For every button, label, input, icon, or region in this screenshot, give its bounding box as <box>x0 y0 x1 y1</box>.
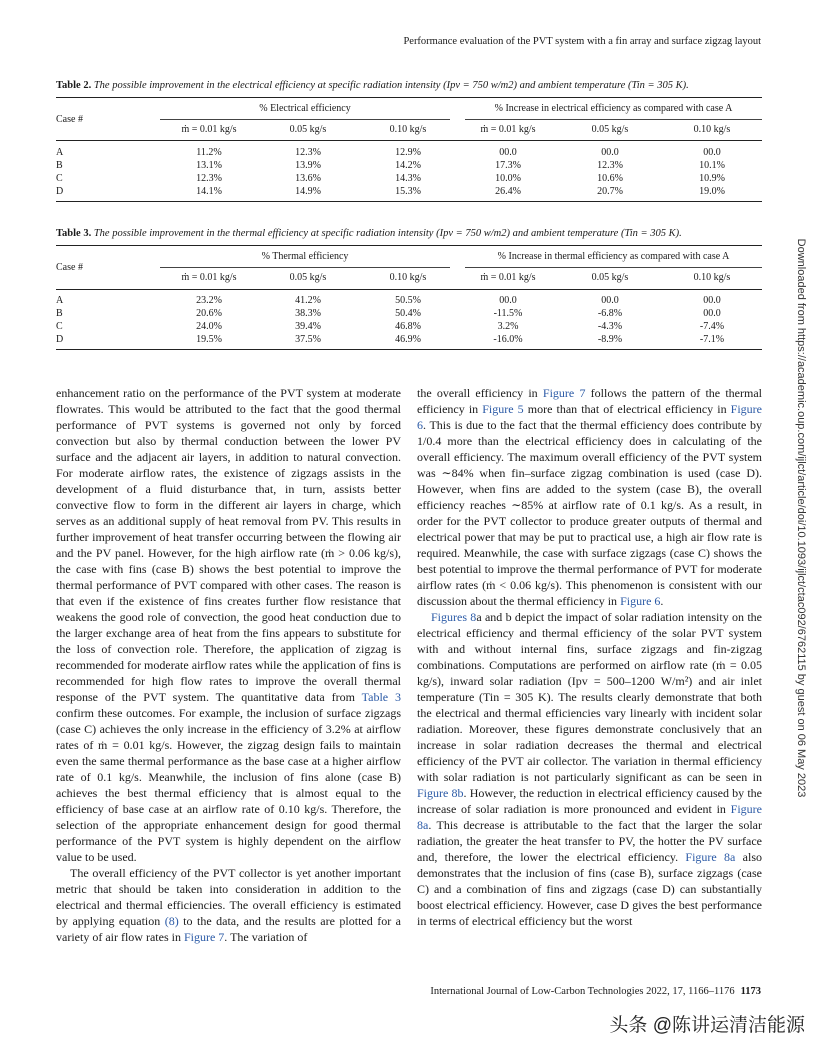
table2-sub: ṁ = 0.01 kg/s <box>181 124 237 135</box>
table3-sub: 0.10 kg/s <box>693 272 731 283</box>
table-cell: 19.0% <box>699 186 725 197</box>
table-cell: B <box>56 308 63 319</box>
table-row <box>56 146 762 159</box>
table-cell: 39.4% <box>295 321 321 332</box>
figure7-link[interactable]: Figure 7 <box>183 930 225 944</box>
table-cell: 10.1% <box>699 160 725 171</box>
table-cell: 00.0 <box>499 295 517 306</box>
table-row <box>56 333 762 346</box>
table3-group1-rule <box>160 267 450 268</box>
table-cell: 24.0% <box>196 321 222 332</box>
table-cell: -6.8% <box>597 308 623 319</box>
table-cell: 13.6% <box>295 173 321 184</box>
figure8a-link[interactable]: Figure 8a <box>417 802 762 832</box>
table-cell: -8.9% <box>597 334 623 345</box>
table2-label: Table 2. <box>56 80 92 91</box>
table-cell: 26.4% <box>495 186 521 197</box>
table3-caption-text: The possible improvement in the thermal efficiency at specific radiation intensity (Ipv = 750 w/m2) and ambient temperature (Tin = 305 K). <box>93 228 682 239</box>
right-column <box>417 385 762 929</box>
table-cell: 46.9% <box>395 334 421 345</box>
table-cell: D <box>56 334 64 345</box>
table3-sub: 0.05 kg/s <box>591 272 629 283</box>
table-cell: 46.8% <box>395 321 421 332</box>
table-cell: 15.3% <box>395 186 421 197</box>
table-cell: C <box>56 173 63 184</box>
table-cell: 17.3% <box>495 160 521 171</box>
table-row <box>56 185 762 198</box>
table-cell: 00.0 <box>703 147 721 158</box>
table-cell: 20.7% <box>597 186 623 197</box>
table3-caption <box>56 227 762 241</box>
page-number: 1173 <box>740 986 761 997</box>
table-cell: 00.0 <box>703 295 721 306</box>
table-cell: -16.0% <box>493 334 523 345</box>
table-cell: 12.9% <box>395 147 421 158</box>
table-row <box>56 172 762 185</box>
table2-caption <box>56 79 762 93</box>
journal-citation: International Journal of Low-Carbon Technologies 2022, 17, 1166–1176 <box>430 986 735 997</box>
table3-body <box>56 294 762 346</box>
table-cell: -7.4% <box>699 321 725 332</box>
table-cell: 50.5% <box>395 295 421 306</box>
table-cell: A <box>56 147 64 158</box>
download-notice <box>791 238 811 798</box>
table3-link[interactable]: Table 3 <box>361 690 401 704</box>
table-cell: -7.1% <box>699 334 725 345</box>
table-cell: 13.9% <box>295 160 321 171</box>
table-row <box>56 307 762 320</box>
table2-sub: 0.05 kg/s <box>289 124 327 135</box>
left-paragraph-2: The overall efficiency of the PVT collector is yet another important metric that should be taken into consideration in addition to the electrical and thermal efficiencies. The overall efficiency is estimated by applying equation (8) to the data, and the results are plotted for a variety of air flow rates in Figure 7. The variation of <box>56 866 401 944</box>
table-cell: 00.0 <box>703 308 721 319</box>
table2-mid-rule <box>56 140 762 141</box>
table-cell: -4.3% <box>597 321 623 332</box>
table-cell: 20.6% <box>196 308 222 319</box>
table2-case-header: Case # <box>56 114 83 125</box>
table-cell: 14.1% <box>196 186 222 197</box>
table-cell: 37.5% <box>295 334 321 345</box>
running-header: Performance evaluation of the PVT system with a fin array and surface zigzag layout <box>403 36 761 47</box>
table-cell: 14.3% <box>395 173 421 184</box>
table3-sub: ṁ = 0.01 kg/s <box>181 272 237 283</box>
table-cell: 10.9% <box>699 173 725 184</box>
left-paragraph-1: enhancement ratio on the performance of the PVT system at moderate flowrates. This would be attributed to the fact that the good thermal performance of PVT systems is governed not only by forced convection but also by thermal conduction between the lower PV surface and the adjacent air layers, in addition to natural convection. For moderate airflow rates, the existence of zigzags assists in the development of a fluid disturbance that, in turn, assists better convective flow to form in the different air layers in charge, which serves as an additional supply of heat removal from PV. This results in further improvement of heat transfer occurring between the flowing air and the PV panel. However, for the high airflow rate (ṁ > 0.06 kg/s), the case with fins (case B) shows the best potential to improve the thermal performance of PVT compared with other cases. The reason is that even if the existence of fins creates further flow resistance that weakens the good role of convection, the good heat conduction due to the larger exchange area of heat from the fins appears to substitute for the loss of convection role. Therefore, the application of zigzag is recommended for moderate airflow rates while the application of fins is recommended for high flow rates to improve the overall thermal response of the PVT system. The quantitative data from Table 3 confirm these outcomes. For example, the inclusion of surface zigzags (case C) achieves the only increase in the efficiency of 3.2% at airflow rates of ṁ = 0.01 kg/s. However, the zigzag design fails to maintain even the same thermal performance as the base case at a higher airflow rate of 0.1 kg/s. Meanwhile, the inclusion of fins alone (case B) achieves the best thermal efficiency that is almost equal to the efficiency of base case at an airflow rate of 0.10 kg/s. Therefore, the selection of the appropriate enhancement design for good thermal performance of the PVT system is highly dependent on the airflow value to be used. <box>56 386 401 864</box>
figure7-link[interactable]: Figure 7 <box>542 386 586 400</box>
table2-subheader <box>56 123 762 136</box>
figure5-link[interactable]: Figure 5 <box>482 402 524 416</box>
table2-top-rule <box>56 97 762 98</box>
table-cell: A <box>56 295 64 306</box>
table-cell: 00.0 <box>601 147 619 158</box>
table-cell: C <box>56 321 63 332</box>
watermark-text: 头条 @陈讲运清洁能源 <box>609 1015 805 1036</box>
table2-group1-header: % Electrical efficiency <box>259 103 351 114</box>
table2-body <box>56 146 762 198</box>
table-cell: 11.2% <box>196 147 222 158</box>
table3-label: Table 3. <box>56 228 92 239</box>
table3-bottom-rule <box>56 349 762 350</box>
table2-group2-rule <box>465 119 762 120</box>
table-cell: 38.3% <box>295 308 321 319</box>
figure6-link[interactable]: Figure 6 <box>417 402 762 432</box>
table3-sub: 0.05 kg/s <box>289 272 327 283</box>
table3-subheader <box>56 271 762 284</box>
table-cell: 10.0% <box>495 173 521 184</box>
table2-group1-rule <box>160 119 450 120</box>
right-paragraph-2: Figures 8a and b depict the impact of solar radiation intensity on the electrical efficiency and thermal efficiency of the solar PVT system with and without internal fins, surface zigzags and fin-zigzag combinations. Computations are performed on airflow rate (ṁ = 0.05 kg/s), inward solar radiation (Ipv = 500–1200 W/m²) and air inlet temperature (Tin = 305 K). The results clearly demonstrate that both the electrical and thermal efficiencies vary linearly with incident solar radiation. Moreover, these figures demonstrate conclusively that an increase in solar radiation decreases the thermal and electrical efficiency of the PVT air collector. The variation in thermal efficiency with solar radiation is not particularly significant as can be seen in Figure 8b. However, the reduction in electrical efficiency caused by the increase of solar radiation is more pronounced and evident in Figure 8a. This decrease is attributable to the fact that the larger the solar radiation, the greater the heat transfer to PV, the hotter the PV surface and, therefore, the lower the electrical efficiency. Figure 8a also demonstrates that the inclusion of fins (case B), surface zigzags (case C) and a combination of fins and zigzags (case D) can substantially boost electrical efficiency. However, case D gives the best performance in terms of electrical efficiency but the worst <box>417 610 763 928</box>
table2-sub: 0.10 kg/s <box>389 124 427 135</box>
table-cell: B <box>56 160 63 171</box>
table-row <box>56 294 762 307</box>
table-cell: D <box>56 186 64 197</box>
table-cell: 00.0 <box>601 295 619 306</box>
figure8-link[interactable]: Figures 8 <box>431 610 477 624</box>
table-cell: 23.2% <box>196 295 222 306</box>
table-cell: 14.9% <box>295 186 321 197</box>
table-cell: 3.2% <box>497 321 519 332</box>
table3-group2-header: % Increase in thermal efficiency as compared with case A <box>497 251 730 262</box>
table-cell: 12.3% <box>295 147 321 158</box>
table2-bottom-rule <box>56 201 762 202</box>
table-cell: 13.1% <box>196 160 222 171</box>
table-cell: 41.2% <box>295 295 321 306</box>
table-cell: -11.5% <box>493 308 523 319</box>
table2-caption-text: The possible improvement in the electrical efficiency at specific radiation intensity (Ipv = 750 w/m2) and ambient temperature (Tin = 305 K). <box>93 80 689 91</box>
table3-sub: 0.10 kg/s <box>389 272 427 283</box>
table3-group1-header: % Thermal efficiency <box>261 251 349 262</box>
figure8b-link[interactable]: Figure 8b <box>417 786 464 800</box>
table-cell: 12.3% <box>196 173 222 184</box>
table3-case-header: Case # <box>56 262 83 273</box>
figure6-link[interactable]: Figure 6 <box>620 594 661 608</box>
table-cell: 50.4% <box>395 308 421 319</box>
table-cell: 00.0 <box>499 147 517 158</box>
table3-sub: ṁ = 0.01 kg/s <box>480 272 536 283</box>
table2-group2-header: % Increase in electrical efficiency as compared with case A <box>494 103 733 114</box>
table3-mid-rule <box>56 289 762 290</box>
table2-sub: 0.05 kg/s <box>591 124 629 135</box>
page-footer <box>430 986 761 997</box>
table-row <box>56 159 762 172</box>
table-row <box>56 320 762 333</box>
figure8a-link[interactable]: Figure 8a <box>685 850 736 864</box>
table-cell: 14.2% <box>395 160 421 171</box>
table3-top-rule <box>56 245 762 246</box>
left-column <box>56 385 401 945</box>
table2-sub: ṁ = 0.01 kg/s <box>480 124 536 135</box>
table-cell: 19.5% <box>196 334 222 345</box>
right-paragraph-1: the overall efficiency in Figure 7 follows the pattern of the thermal efficiency in Figure 5 more than that of electrical efficiency in Figure 6. This is due to the fact that the thermal efficiency does contribute by 1/0.4 more than the electrical efficiency does in calculating of the overall efficiency. The maximum overall efficiency of the PVT system was ∼84% when fin–surface zigzag combination is used (case D). However, when fins are added to the system (case B), the overall efficiency reaches ∼85% at airflow rate of 0.1 kg/s. As a result, in order for the PVT collector to produce greater outputs of thermal and electrical power that may be put to practical use, a high air flow rate is required. Meanwhile, the case with surface zigzags (case C) shows the best potential to improve the thermal performance of PVT for moderate airflow rates (ṁ < 0.06 kg/s). This phenomenon is consistent with our discussion about the thermal efficiency in Figure 6. <box>417 386 762 608</box>
watermark <box>609 1010 805 1037</box>
table-cell: 12.3% <box>597 160 623 171</box>
download-notice-text: Downloaded from https://academic.oup.com/ijlct/article/doi/10.1093/ijlct/ctac092/6762115 by guest on 06 May 2023 <box>795 238 807 798</box>
table2-sub: 0.10 kg/s <box>693 124 731 135</box>
table-cell: 10.6% <box>597 173 623 184</box>
equation-link[interactable]: (8) <box>164 914 179 928</box>
table3-group2-rule <box>465 267 762 268</box>
